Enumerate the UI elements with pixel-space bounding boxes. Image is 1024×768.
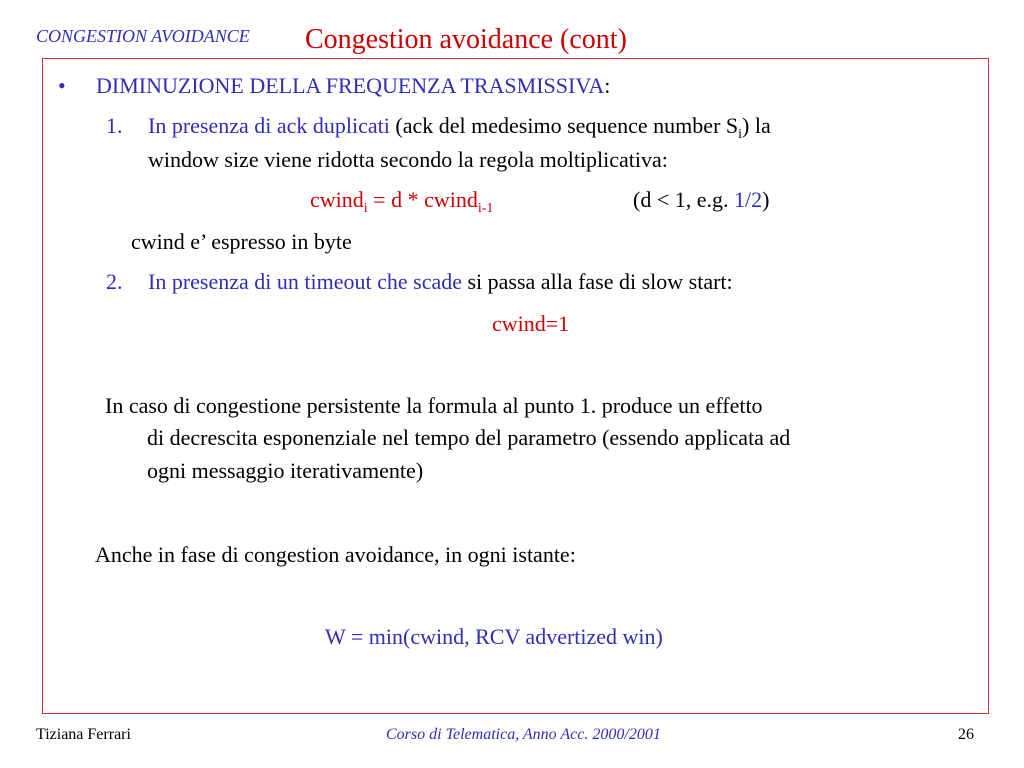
unit-note: cwind e’ espresso in byte [131,229,352,254]
item2-text: si passa alla fase di slow start: [461,269,733,294]
formula1-note-close: ) [762,187,770,212]
bullet-heading-colon: : [604,73,611,98]
item2-line [148,266,733,298]
formula1-lhs-sub: i [363,201,368,216]
formula1-note-open: (d < 1, e.g. [633,187,734,212]
formula3: W = min(cwind, RCV advertized win) [325,624,663,649]
formula1-mid: = d * cwind [367,187,478,212]
item1-text-a: (ack del medesimo sequence number S [389,113,739,138]
item1-text-b: ) la [742,113,771,138]
footer-author: Tiziana Ferrari [36,726,131,743]
bullet-heading-text: DIMINUZIONE DELLA FREQUENZA TRASMISSIVA [96,73,605,98]
item1-line1 [148,110,771,142]
item1-line2: window size viene ridotta secondo la regola moltiplicativa: [148,147,668,172]
bullet-heading [96,70,610,102]
paragraph-line3: ogni messaggio iterativamente) [147,458,424,483]
section-label: CONGESTION AVOIDANCE [36,26,250,46]
formula2: cwind=1 [492,311,570,336]
bullet-marker: • [58,73,66,98]
formula1-lhs: cwind [310,187,364,212]
item2-number: 2. [106,269,123,294]
paragraph-line2: di decrescita esponenziale nel tempo del parametro (essendo applicata ad [147,425,791,450]
formula1-note [633,184,769,216]
item2-lead: In presenza di un timeout che scade [148,269,462,294]
formula1-rhs-sub: i-1 [477,201,494,216]
footer-page-number: 26 [958,726,974,743]
statement: Anche in fase di congestion avoidance, in ogni istante: [95,542,576,567]
item1-number: 1. [106,113,123,138]
formula1 [310,184,493,216]
formula1-note-value: 1/2 [734,187,763,212]
footer-course: Corso di Telematica, Anno Acc. 2000/2001 [386,726,661,743]
slide-title: Congestion avoidance (cont) [305,24,627,55]
item1-lead: In presenza di ack duplicati [148,113,390,138]
paragraph-line1: In caso di congestione persistente la formula al punto 1. produce un effetto [105,393,763,418]
item1-sub-i: i [738,127,743,142]
